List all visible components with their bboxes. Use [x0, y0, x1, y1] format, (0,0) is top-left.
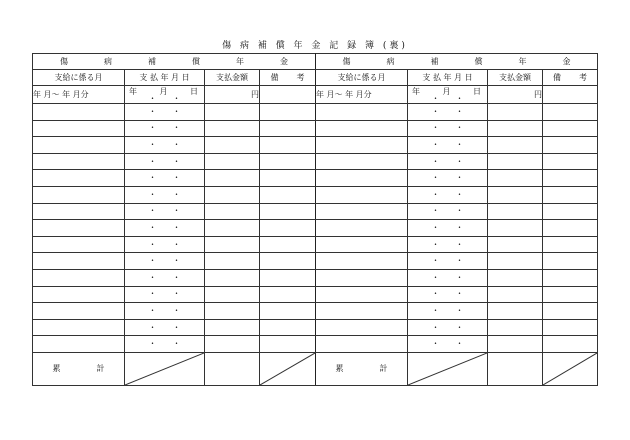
first-entry-row — [33, 86, 598, 104]
month-cell[interactable] — [316, 253, 408, 270]
date-dot: ・ — [148, 239, 157, 249]
table-row — [33, 236, 598, 253]
date-dot: ・ — [172, 156, 181, 166]
date-dot: ・ — [455, 139, 464, 149]
amount-cell[interactable] — [205, 186, 260, 203]
remarks-cell[interactable] — [260, 120, 316, 137]
section-header-left — [33, 54, 316, 70]
month-cell[interactable] — [316, 137, 408, 154]
date-dot: ・ — [172, 139, 181, 149]
month-cell[interactable] — [33, 120, 125, 137]
date-cell[interactable] — [125, 253, 205, 270]
header-char: 傷 — [342, 56, 351, 66]
month-cell[interactable] — [33, 186, 125, 203]
amount-cell[interactable] — [488, 269, 543, 286]
date-dot: ・ — [148, 123, 157, 133]
date-dot: ・ — [148, 322, 157, 332]
date-cell[interactable] — [408, 286, 488, 303]
date-dot: ・ — [431, 189, 440, 199]
date-dot: ・ — [455, 173, 464, 183]
day-label: 日 — [473, 87, 481, 96]
header-char: 傷 — [60, 56, 68, 66]
date-dot: ・ — [431, 106, 440, 116]
amount-cell[interactable] — [205, 269, 260, 286]
remarks-char: 備 — [270, 72, 279, 82]
date-dot: ・ — [148, 94, 157, 103]
date-cell[interactable] — [125, 104, 205, 121]
amount-cell[interactable] — [205, 220, 260, 237]
remarks-cell[interactable] — [543, 86, 598, 104]
date-dot: ・ — [172, 106, 181, 116]
column-header-row — [33, 70, 598, 86]
month-cell[interactable] — [33, 220, 125, 237]
amount-cell[interactable] — [205, 336, 260, 353]
table-row — [33, 286, 598, 303]
amount-cell[interactable]: 円 — [205, 86, 260, 104]
amount-cell[interactable] — [488, 220, 543, 237]
month-cell[interactable] — [33, 137, 125, 154]
header-char: 補 — [148, 56, 156, 66]
date-dot: ・ — [148, 339, 157, 349]
date-dot: ・ — [455, 239, 464, 249]
amount-cell[interactable] — [488, 253, 543, 270]
date-dot: ・ — [431, 305, 440, 315]
remarks-cell[interactable] — [260, 286, 316, 303]
date-dot: ・ — [148, 173, 157, 183]
amount-cell[interactable] — [488, 203, 543, 220]
date-dot: ・ — [148, 206, 157, 216]
date-dot: ・ — [172, 256, 181, 266]
blank-rows — [33, 104, 598, 353]
month-cell[interactable] — [33, 286, 125, 303]
date-dot: ・ — [431, 139, 440, 149]
date-dot: ・ — [455, 94, 464, 103]
year-label: 年 — [412, 87, 420, 96]
remarks-cell[interactable] — [260, 220, 316, 237]
date-dot: ・ — [431, 206, 440, 216]
date-cell[interactable] — [408, 203, 488, 220]
month-label: 月 — [159, 87, 168, 96]
col-remarks — [543, 70, 598, 86]
table-row — [33, 170, 598, 187]
amount-cell[interactable]: 円 — [488, 86, 543, 104]
date-dot: ・ — [455, 123, 464, 133]
date-dot: ・ — [172, 272, 181, 282]
col-month: 支給に係る月 — [33, 70, 125, 86]
table-row — [33, 104, 598, 121]
remarks-cell[interactable] — [260, 269, 316, 286]
diagonal-line — [543, 353, 597, 385]
date-dot: ・ — [172, 239, 181, 249]
header-char: 補 — [430, 56, 439, 66]
date-dot: ・ — [148, 222, 157, 232]
remarks-cell[interactable] — [260, 236, 316, 253]
date-dot: ・ — [431, 173, 440, 183]
month-range-cell[interactable]: 年 月～ 年 月分 — [33, 86, 125, 104]
date-dot: ・ — [172, 222, 181, 232]
date-cell[interactable] — [125, 170, 205, 187]
remarks-cell[interactable] — [260, 253, 316, 270]
date-cell[interactable] — [125, 220, 205, 237]
date-dot: ・ — [148, 156, 157, 166]
date-cell[interactable] — [408, 137, 488, 154]
date-cell[interactable] — [125, 186, 205, 203]
date-cell[interactable] — [408, 120, 488, 137]
total-char: 累 — [335, 363, 344, 373]
month-cell[interactable] — [316, 186, 408, 203]
header-char: 年 — [236, 56, 244, 66]
remarks-cell[interactable] — [260, 336, 316, 353]
header-char: 金 — [562, 56, 571, 66]
remarks-cell[interactable] — [543, 186, 598, 203]
table-row — [33, 137, 598, 154]
date-dot: ・ — [431, 272, 440, 282]
remarks-cell[interactable] — [543, 269, 598, 286]
month-cell[interactable] — [316, 336, 408, 353]
month-cell[interactable] — [316, 170, 408, 187]
month-cell[interactable] — [316, 236, 408, 253]
month-cell[interactable] — [316, 120, 408, 137]
date-cell[interactable] — [408, 186, 488, 203]
date-dot: ・ — [431, 123, 440, 133]
remarks-cell[interactable] — [260, 170, 316, 187]
remarks-cell[interactable] — [260, 153, 316, 170]
date-dot: ・ — [455, 206, 464, 216]
date-dot: ・ — [172, 189, 181, 199]
date-dot: ・ — [455, 106, 464, 116]
amount-cell[interactable] — [488, 137, 543, 154]
date-cell[interactable] — [125, 153, 205, 170]
remarks-cell[interactable] — [543, 137, 598, 154]
date-dot: ・ — [455, 322, 464, 332]
month-cell[interactable] — [316, 104, 408, 121]
month-cell[interactable] — [33, 153, 125, 170]
month-cell[interactable] — [33, 203, 125, 220]
amount-cell[interactable] — [488, 319, 543, 336]
diagonal-line — [260, 353, 315, 385]
date-dot: ・ — [455, 289, 464, 299]
date-cell[interactable] — [125, 236, 205, 253]
remarks-cell[interactable] — [543, 104, 598, 121]
date-dot: ・ — [455, 305, 464, 315]
date-dot: ・ — [172, 123, 181, 133]
date-cell[interactable] — [408, 86, 488, 104]
amount-cell[interactable] — [205, 303, 260, 320]
col-amount: 支払金額 — [205, 70, 260, 86]
remarks-cell[interactable] — [543, 153, 598, 170]
date-dot: ・ — [148, 256, 157, 266]
table-row — [33, 120, 598, 137]
remarks-cell[interactable] — [543, 170, 598, 187]
total-char: 計 — [96, 363, 105, 373]
month-range-cell[interactable]: 年 月～ 年 月分 — [316, 86, 408, 104]
date-cell[interactable] — [408, 336, 488, 353]
remarks-cell[interactable] — [543, 286, 598, 303]
date-dot: ・ — [431, 156, 440, 166]
date-dot: ・ — [431, 239, 440, 249]
date-dot: ・ — [148, 272, 157, 282]
date-dot: ・ — [431, 289, 440, 299]
amount-cell[interactable] — [488, 170, 543, 187]
header-char: 年 — [518, 56, 527, 66]
ledger-table — [32, 53, 598, 386]
date-cell[interactable] — [125, 137, 205, 154]
date-dot: ・ — [431, 322, 440, 332]
header-char: 病 — [386, 56, 395, 66]
date-dot: ・ — [172, 173, 181, 183]
col-month: 支給に係る月 — [316, 70, 408, 86]
amount-cell[interactable] — [488, 153, 543, 170]
total-date-slash — [125, 352, 205, 385]
diagonal-line — [408, 353, 487, 385]
remarks-cell[interactable] — [260, 186, 316, 203]
remarks-cell[interactable] — [543, 319, 598, 336]
date-cell[interactable] — [125, 336, 205, 353]
remarks-cell[interactable] — [260, 319, 316, 336]
total-row — [33, 352, 598, 385]
remarks-cell[interactable] — [543, 303, 598, 320]
date-cell[interactable] — [408, 319, 488, 336]
remarks-cell[interactable] — [543, 203, 598, 220]
date-dot: ・ — [172, 339, 181, 349]
month-cell[interactable] — [33, 104, 125, 121]
year-label: 年 — [129, 87, 137, 96]
table-row — [33, 336, 598, 353]
amount-cell[interactable] — [488, 336, 543, 353]
day-label: 日 — [190, 87, 198, 96]
date-cell[interactable] — [408, 153, 488, 170]
date-cell[interactable] — [408, 253, 488, 270]
header-char: 病 — [104, 56, 112, 66]
col-date: 支 払 年 月 日 — [408, 70, 488, 86]
amount-cell[interactable] — [205, 319, 260, 336]
date-cell[interactable] — [125, 269, 205, 286]
month-cell[interactable] — [33, 319, 125, 336]
date-dot: ・ — [172, 305, 181, 315]
date-dot: ・ — [455, 256, 464, 266]
amount-cell[interactable] — [205, 104, 260, 121]
remarks-cell[interactable] — [260, 303, 316, 320]
total-remarks-slash — [543, 352, 598, 385]
total-date-slash — [408, 352, 488, 385]
date-cell[interactable] — [408, 269, 488, 286]
date-dot: ・ — [148, 139, 157, 149]
date-dot: ・ — [148, 305, 157, 315]
month-label: 月 — [442, 87, 451, 96]
month-cell[interactable] — [33, 336, 125, 353]
date-cell[interactable] — [408, 236, 488, 253]
date-dot: ・ — [431, 94, 440, 103]
date-cell[interactable] — [125, 319, 205, 336]
date-dot: ・ — [455, 189, 464, 199]
remarks-cell[interactable] — [260, 104, 316, 121]
date-cell[interactable] — [125, 203, 205, 220]
date-cell[interactable] — [408, 170, 488, 187]
month-cell[interactable] — [316, 203, 408, 220]
date-cell[interactable] — [408, 303, 488, 320]
month-cell[interactable] — [33, 269, 125, 286]
month-cell[interactable] — [316, 303, 408, 320]
section-header-row — [33, 54, 598, 70]
remarks-char: 考 — [579, 72, 587, 82]
date-cell[interactable] — [125, 86, 205, 104]
table-row — [33, 303, 598, 320]
total-label — [316, 352, 408, 385]
amount-cell[interactable] — [205, 236, 260, 253]
remarks-cell[interactable] — [260, 137, 316, 154]
date-dot: ・ — [431, 339, 440, 349]
remarks-char: 考 — [296, 72, 305, 82]
table-row — [33, 319, 598, 336]
remarks-cell[interactable] — [543, 120, 598, 137]
amount-cell[interactable] — [205, 120, 260, 137]
remarks-cell[interactable] — [543, 236, 598, 253]
table-row — [33, 220, 598, 237]
amount-cell[interactable] — [488, 104, 543, 121]
total-label — [33, 352, 125, 385]
header-char: 償 — [474, 56, 483, 66]
amount-cell[interactable] — [488, 286, 543, 303]
amount-cell[interactable] — [205, 153, 260, 170]
table-row — [33, 153, 598, 170]
table-row — [33, 203, 598, 220]
amount-cell[interactable] — [205, 253, 260, 270]
month-cell[interactable] — [33, 303, 125, 320]
total-char: 累 — [52, 363, 61, 373]
month-cell[interactable] — [33, 253, 125, 270]
date-dot: ・ — [172, 289, 181, 299]
remarks-cell[interactable] — [260, 203, 316, 220]
date-dot: ・ — [455, 222, 464, 232]
amount-cell[interactable] — [488, 303, 543, 320]
total-remarks-slash — [260, 352, 316, 385]
remarks-cell[interactable] — [543, 253, 598, 270]
form-title: 傷 病 補 償 年 金 記 録 簿 (裏) — [222, 41, 408, 51]
table-row — [33, 269, 598, 286]
date-dot: ・ — [455, 272, 464, 282]
month-cell[interactable] — [316, 319, 408, 336]
header-char: 金 — [280, 56, 288, 66]
col-amount: 支払金額 — [488, 70, 543, 86]
date-dot: ・ — [172, 206, 181, 216]
total-amount-cell[interactable] — [488, 352, 543, 385]
amount-cell[interactable] — [488, 236, 543, 253]
amount-cell[interactable] — [488, 186, 543, 203]
remarks-cell[interactable] — [543, 336, 598, 353]
col-remarks — [260, 70, 316, 86]
amount-cell[interactable] — [205, 137, 260, 154]
month-cell[interactable] — [33, 236, 125, 253]
section-header-right — [316, 54, 598, 70]
month-cell[interactable] — [33, 170, 125, 187]
diagonal-line — [125, 353, 204, 385]
remarks-cell[interactable] — [260, 86, 316, 104]
month-cell[interactable] — [316, 286, 408, 303]
date-cell[interactable] — [408, 104, 488, 121]
date-dot: ・ — [148, 289, 157, 299]
amount-cell[interactable] — [488, 120, 543, 137]
header-char: 償 — [192, 56, 200, 66]
date-cell[interactable] — [408, 220, 488, 237]
date-dot: ・ — [148, 189, 157, 199]
total-char: 計 — [379, 363, 388, 373]
amount-cell[interactable] — [205, 286, 260, 303]
month-cell[interactable] — [316, 269, 408, 286]
date-dot: ・ — [431, 256, 440, 266]
table-row — [33, 253, 598, 270]
month-cell[interactable] — [316, 220, 408, 237]
date-cell[interactable] — [125, 120, 205, 137]
amount-cell[interactable] — [205, 203, 260, 220]
total-amount-cell[interactable] — [205, 352, 260, 385]
date-dot: ・ — [455, 339, 464, 349]
date-dot: ・ — [148, 106, 157, 116]
month-cell[interactable] — [316, 153, 408, 170]
date-dot: ・ — [172, 94, 181, 103]
remarks-char: 備 — [553, 72, 561, 82]
date-dot: ・ — [455, 156, 464, 166]
col-date: 支 払 年 月 日 — [125, 70, 205, 86]
remarks-cell[interactable] — [543, 220, 598, 237]
date-dot: ・ — [431, 222, 440, 232]
date-dot: ・ — [172, 322, 181, 332]
date-cell[interactable] — [125, 286, 205, 303]
amount-cell[interactable] — [205, 170, 260, 187]
table-row — [33, 186, 598, 203]
date-cell[interactable] — [125, 303, 205, 320]
